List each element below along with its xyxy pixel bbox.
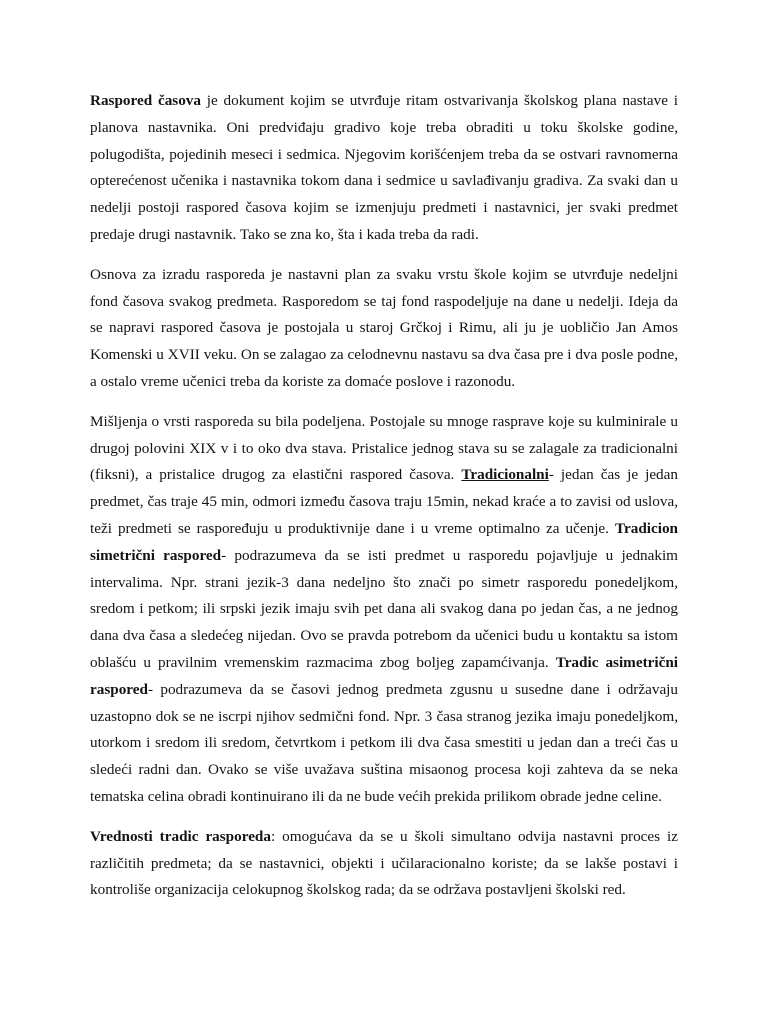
paragraph-vrednosti: [90, 824, 678, 904]
paragraph-intro: Mišljenja o vrsti rasporeda su bila podeljena. Postojale su mnoge rasprave koje su kulminirale u drugoj polovini XIX v i to oko dva stava. Pristalice jednog stava su se zalagale za tradicionalni (fiksni), a pristalice drugog za elastični raspored časova.: [90, 412, 678, 484]
document-page: [90, 88, 678, 917]
paragraph-osnova: [90, 262, 678, 396]
term-asimetricni-raspored: Tradic asimetrični raspored: [90, 653, 678, 698]
paragraph-raspored-casova: [90, 88, 678, 249]
paragraph-text: : omogućava da se u školi simultano odvija nastavni proces iz različitih predmeta; da se nastavnici, objekti i učilaracionalno koriste; da se lakše postavi i kontroliše organizacija celokupnog školskog rada; da se održava postavljeni školski red.: [90, 827, 678, 899]
paragraph-text: - podrazumeva da se časovi jednog predmeta zgusnu u susedne dane i održavaju uzastopno dok se ne iscrpi njihov sedmični fond. Npr. 3 časa stranog jezika imaju ponedeljkom, utorkom i sredom ili sredom, četvrtkom i petkom ili dva časa smestiti u jedan dan a treći čas u sledeći radni dan. Ovako se više uvažava suština misaonog procesa koji zahteva da se neka tematska celina obradi kontinuirano ili da ne bude većih prekida prilikom obrade jedne celine.: [90, 680, 678, 805]
term-raspored-casova: Raspored časova: [90, 92, 201, 109]
term-tradicionalni: Tradicionalni: [461, 466, 549, 484]
term-simetricni-raspored: Tradicion simetrični raspored: [90, 519, 678, 564]
paragraph-text: Osnova za izradu rasporeda je nastavni plan za svaku vrstu škole kojim se utvrđuje nedeljni fond časova svakog predmeta. Rasporedom se taj fond raspodeljuje na dane u nedelji. Ideja da se napravi raspored časova je postojala u staroj Grčkoj i Rimu, ali ju je uobličio Jan Amos Komenski u XVII veku. On se zalagao za celodnevnu nastavu sa dva časa pre i dva posle podne, a ostalo vreme učenici treba da koriste za domaće poslove i razonodu.: [90, 265, 678, 390]
paragraph-misljenja: [90, 409, 678, 811]
paragraph-text: je dokument kojim se utvrđuje ritam ostvarivanja školskog plana nastave i planova nastavnika. Oni predviđaju gradivo koje treba obraditi u toku školske godine, polugodišta, pojedinih meseci i sedmica. Njegovim korišćenjem treba da se ostvari ravnomerna opterećenost učenika i nastavnika tokom dana i sedmice u savlađivanju gradiva. Za svaki dan u nedelji postoji raspored časova kojim se izmenjuju predmeti i nastavnici, jer svaki predmet predaje drugi nastavnik. Tako se zna ko, šta i kada treba da radi.: [90, 92, 678, 243]
paragraph-text: - podrazumeva da se isti predmet u rasporedu pojavljuje u jednakim intervalima. Npr. strani jezik-3 dana nedeljno što znači po simetr rasporedu ponedeljkom, sredom i petkom; ili srpski jezik imaju svih pet dana ali svakog dana po jedan čas, a ne jednog dana dva časa a sledećeg nijedan. Ovo se pravda potrebom da učenici budu u kontaktu sa istom oblašću u pravilnim vremenskim razmacima zbog boljeg zapamćivanja.: [90, 546, 678, 671]
paragraph-text: - jedan čas je jedan predmet, čas traje 45 min, odmori između časova traju 15min, nekad kraće a to zavisi od uslova, teži predmeti se raspoređuju u produktivnije dane i u vreme optimalno za učenje.: [90, 466, 678, 537]
term-vrednosti: Vrednosti tradic rasporeda: [90, 827, 271, 845]
